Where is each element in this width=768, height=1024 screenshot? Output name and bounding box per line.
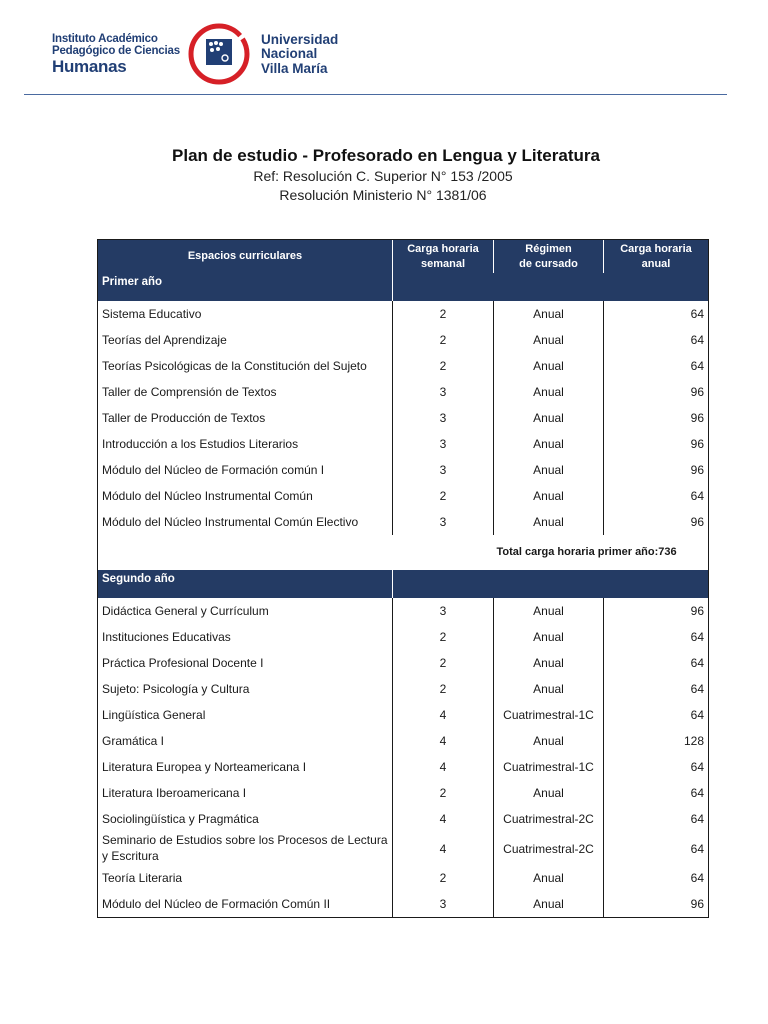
subject-cell: Literatura Iberoamericana I — [98, 780, 393, 806]
subject-cell: Sociolingüística y Pragmática — [98, 806, 393, 832]
table-row — [98, 483, 709, 509]
table-row — [98, 702, 709, 728]
table-row — [98, 379, 709, 405]
annual-hours-cell: 64 — [604, 754, 709, 780]
annual-hours-cell: 64 — [604, 865, 709, 891]
regime-cell: Anual — [494, 483, 604, 509]
section-row-year2 — [98, 570, 709, 598]
subject-cell: Introducción a los Estudios Literarios — [98, 431, 393, 457]
weekly-hours-cell: 2 — [393, 650, 494, 676]
regime-cell: Cuatrimestral-1C — [494, 754, 604, 780]
subject-cell: Sujeto: Psicología y Cultura — [98, 676, 393, 702]
annual-hours-cell: 64 — [604, 483, 709, 509]
annual-hours-cell: 96 — [604, 457, 709, 483]
weekly-hours-cell: 3 — [393, 379, 494, 405]
university-name-line3: Villa María — [261, 60, 328, 76]
regime-cell: Anual — [494, 405, 604, 431]
weekly-hours-cell: 3 — [393, 405, 494, 431]
regime-cell: Anual — [494, 379, 604, 405]
subject-cell: Literatura Europea y Norteamericana I — [98, 754, 393, 780]
weekly-hours-cell: 4 — [393, 728, 494, 754]
institute-logo-text — [52, 33, 180, 76]
header-weekly-hours: Carga horaria semanal — [393, 240, 494, 274]
table-header-row — [98, 240, 709, 274]
regime-cell: Cuatrimestral-1C — [494, 702, 604, 728]
subject-cell: Taller de Comprensión de Textos — [98, 379, 393, 405]
university-name-line1: Universidad — [261, 32, 339, 47]
regime-cell: Anual — [494, 624, 604, 650]
subject-cell: Teorías del Aprendizaje — [98, 327, 393, 353]
table-row — [98, 353, 709, 379]
university-name — [261, 33, 338, 76]
weekly-hours-cell: 3 — [393, 598, 494, 624]
table-row — [98, 754, 709, 780]
subject-cell: Módulo del Núcleo Instrumental Común Electivo — [98, 509, 393, 535]
header-curricular-spaces: Espacios curriculares — [98, 240, 393, 274]
regime-cell: Cuatrimestral-2C — [494, 806, 604, 832]
table-row — [98, 457, 709, 483]
header-annual-hours: Carga horaria anual — [604, 240, 709, 274]
institute-name-line1: Instituto Académico — [52, 33, 158, 45]
regime-cell: Anual — [494, 353, 604, 379]
subject-cell: Taller de Producción de Textos — [98, 405, 393, 431]
annual-hours-cell: 64 — [604, 702, 709, 728]
weekly-hours-cell: 2 — [393, 301, 494, 327]
table-row — [98, 865, 709, 891]
regime-cell: Anual — [494, 431, 604, 457]
regime-cell: Anual — [494, 327, 604, 353]
annual-hours-cell: 64 — [604, 327, 709, 353]
weekly-hours-cell: 2 — [393, 865, 494, 891]
weekly-hours-cell: 3 — [393, 457, 494, 483]
header-divider — [24, 94, 727, 95]
table-row — [98, 624, 709, 650]
annual-hours-cell: 96 — [604, 598, 709, 624]
weekly-hours-cell: 4 — [393, 832, 494, 865]
header-regime: Régimen de cursado — [494, 240, 604, 274]
subject-cell: Módulo del Núcleo de Formación común I — [98, 457, 393, 483]
annual-hours-cell: 64 — [604, 624, 709, 650]
table-row — [98, 806, 709, 832]
page-title: Plan de estudio - Profesorado en Lengua y Literatura — [172, 146, 600, 165]
weekly-hours-cell: 2 — [393, 483, 494, 509]
table-row — [98, 598, 709, 624]
section-label: Primer año — [98, 273, 393, 301]
regime-cell: Anual — [494, 780, 604, 806]
annual-hours-cell: 96 — [604, 405, 709, 431]
weekly-hours-cell: 3 — [393, 509, 494, 535]
section-label: Segundo año — [98, 570, 393, 598]
regime-cell: Anual — [494, 301, 604, 327]
weekly-hours-cell: 2 — [393, 780, 494, 806]
reference-line-2: Resolución Ministerio N° 1381/06 — [279, 187, 487, 203]
table-row — [98, 327, 709, 353]
reference-line-1: Ref: Resolución C. Superior N° 153 /2005 — [253, 168, 513, 184]
table-row — [98, 676, 709, 702]
institute-name-line2: Pedagógico de Ciencias — [52, 45, 180, 58]
subject-cell: Lingüística General — [98, 702, 393, 728]
table-row — [98, 405, 709, 431]
regime-cell: Anual — [494, 676, 604, 702]
subject-cell: Práctica Profesional Docente I — [98, 650, 393, 676]
regime-cell: Anual — [494, 598, 604, 624]
regime-cell: Anual — [494, 891, 604, 918]
regime-cell: Anual — [494, 865, 604, 891]
weekly-hours-cell: 2 — [393, 676, 494, 702]
weekly-hours-cell: 2 — [393, 353, 494, 379]
weekly-hours-cell: 3 — [393, 431, 494, 457]
regime-cell: Anual — [494, 650, 604, 676]
weekly-hours-cell: 2 — [393, 624, 494, 650]
subject-cell: Didáctica General y Currículum — [98, 598, 393, 624]
regime-cell: Anual — [494, 728, 604, 754]
annual-hours-cell: 64 — [604, 301, 709, 327]
table-row — [98, 780, 709, 806]
regime-cell: Anual — [494, 509, 604, 535]
page-header — [0, 0, 768, 96]
annual-hours-cell: 128 — [604, 728, 709, 754]
subject-cell: Gramática I — [98, 728, 393, 754]
annual-hours-cell: 96 — [604, 891, 709, 918]
table-row — [98, 509, 709, 535]
weekly-hours-cell: 4 — [393, 754, 494, 780]
annual-hours-cell: 64 — [604, 676, 709, 702]
subject-cell: Seminario de Estudios sobre los Procesos de Lectura y Escritura — [98, 832, 393, 865]
subject-cell: Teoría Literaria — [98, 865, 393, 891]
institute-name-line3: Humanas — [52, 57, 127, 77]
regime-cell: Anual — [494, 457, 604, 483]
annual-hours-cell: 64 — [604, 780, 709, 806]
subject-cell: Módulo del Núcleo Instrumental Común — [98, 483, 393, 509]
annual-hours-cell: 64 — [604, 353, 709, 379]
table-row — [98, 301, 709, 327]
weekly-hours-cell: 3 — [393, 891, 494, 918]
weekly-hours-cell: 4 — [393, 702, 494, 728]
annual-hours-cell: 96 — [604, 509, 709, 535]
subject-cell: Instituciones Educativas — [98, 624, 393, 650]
subject-cell: Sistema Educativo — [98, 301, 393, 327]
annual-hours-cell: 64 — [604, 806, 709, 832]
table-row — [98, 891, 709, 918]
weekly-hours-cell: 2 — [393, 327, 494, 353]
table-row — [98, 832, 709, 865]
year1-total-text: Total carga horaria primer año:736 — [494, 535, 709, 570]
weekly-hours-cell: 4 — [393, 806, 494, 832]
annual-hours-cell: 64 — [604, 650, 709, 676]
university-name-line2: Nacional — [261, 46, 318, 62]
university-logo-icon — [188, 23, 250, 85]
year1-total-row — [98, 535, 709, 570]
regime-cell: Cuatrimestral-2C — [494, 832, 604, 865]
table-row — [98, 650, 709, 676]
table-row — [98, 728, 709, 754]
subject-cell: Módulo del Núcleo de Formación Común II — [98, 891, 393, 918]
annual-hours-cell: 96 — [604, 431, 709, 457]
subject-cell: Teorías Psicológicas de la Constitución del Sujeto — [98, 353, 393, 379]
study-plan-table — [97, 239, 709, 918]
annual-hours-cell: 96 — [604, 379, 709, 405]
table-row — [98, 431, 709, 457]
section-row-year1 — [98, 273, 709, 301]
annual-hours-cell: 64 — [604, 832, 709, 865]
